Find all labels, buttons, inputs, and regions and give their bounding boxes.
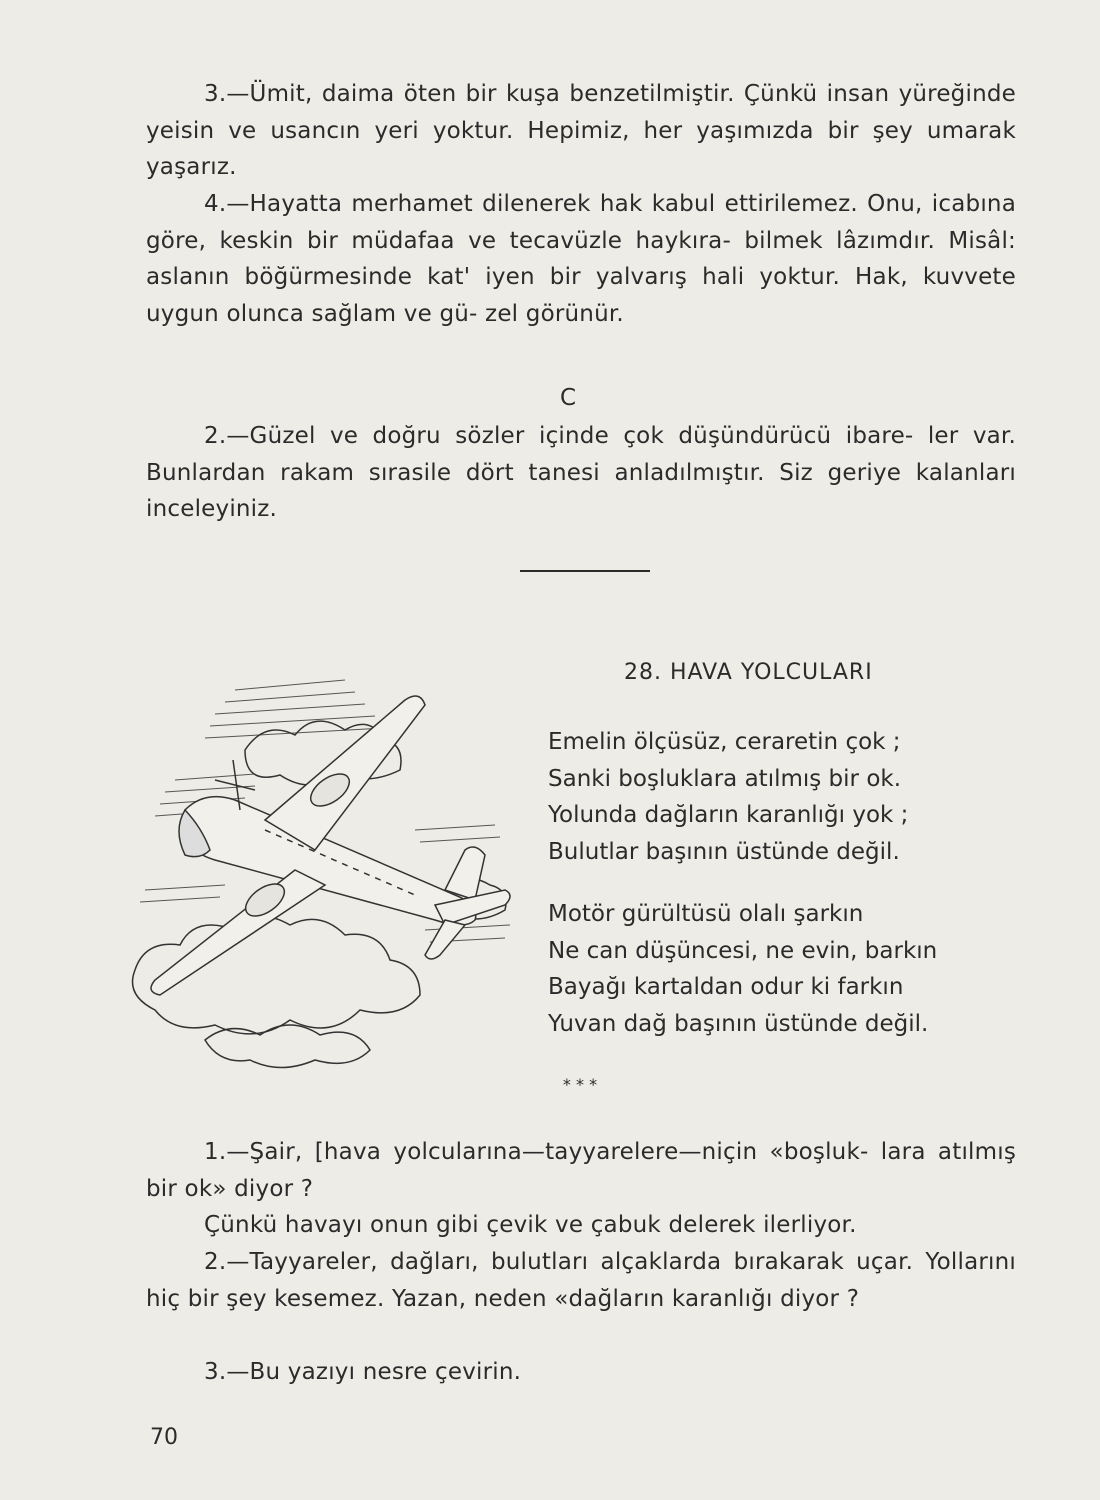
poem-line: Ne can düşüncesi, ne evin, barkın [548, 937, 938, 964]
poem-stanza-1 [548, 724, 1028, 870]
poem-line: Sanki boşluklara atılmış bir ok. [548, 765, 902, 792]
poem-line: Bulutlar başının üstünde değil. [548, 838, 900, 865]
page-number: 70 [150, 1425, 178, 1450]
question-2: 2.—Tayyareler, dağları, bulutları alçaklarda bırakarak uçar. Yollarını hiç bir şey kesemez. Yazan, neden «dağların karanlığı diyor ? [146, 1249, 1016, 1312]
poem-line: Yolunda dağların karanlığı yok ; [548, 802, 909, 828]
section-c-item-2-paragraph: 2.—Güzel ve doğru sözler içinde çok düşündürücü ibare- ler var. Bunlardan rakam sırasile dört tanesi anladılmıştır. Siz geriye kalanları inceleyiniz. [146, 423, 1016, 522]
section-divider [520, 570, 650, 572]
airplane-in-clouds-icon [115, 640, 535, 1094]
section-c-heading: C [560, 385, 577, 411]
question-1: 1.—Şair, [hava yolcularına—tayyarelere—niçin «boşluk- lara atılmış bir ok» diyor ? [146, 1139, 1016, 1202]
poem-stanza-2 [548, 896, 1028, 1042]
poem-line: Motör gürültüsü olalı şarkın [548, 901, 864, 927]
poem-line: Bayağı kartaldan odur ki farkın [548, 974, 904, 1000]
question-3: 3.—Bu yazıyı nesre çevirin. [204, 1359, 522, 1385]
answer-1: Çünkü havayı onun gibi çevik ve çabuk delerek ilerliyor. [204, 1212, 857, 1238]
item-4-paragraph: 4.—Hayatta merhamet dilenerek hak kabul ettirilemez. Onu, icabına göre, keskin bir müdafaa ve tecavüzle haykıra- bilmek lâzımdır. Misâl: aslanın böğürmesinde kat' iyen bir yalvarış hali yoktur. Hak, kuvvete uygun olunca sağlam ve gü- zel görünür. [146, 191, 1016, 327]
poem-line: Emelin ölçüsüz, ceraretin çok ; [548, 729, 901, 755]
item-3-paragraph: 3.—Ümit, daima öten bir kuşa benzetilmiştir. Çünkü insan yüreğinde yeisin ve usancın yeri yoktur. Hepimiz, her yaşımızda bir şey umarak yaşarız. [146, 81, 1016, 180]
poem-title: 28. HAVA YOLCULARI [624, 660, 873, 685]
poem-line: Yuvan dağ başının üstünde değil. [548, 1010, 929, 1037]
stanza-separator: * * * [562, 1075, 598, 1094]
